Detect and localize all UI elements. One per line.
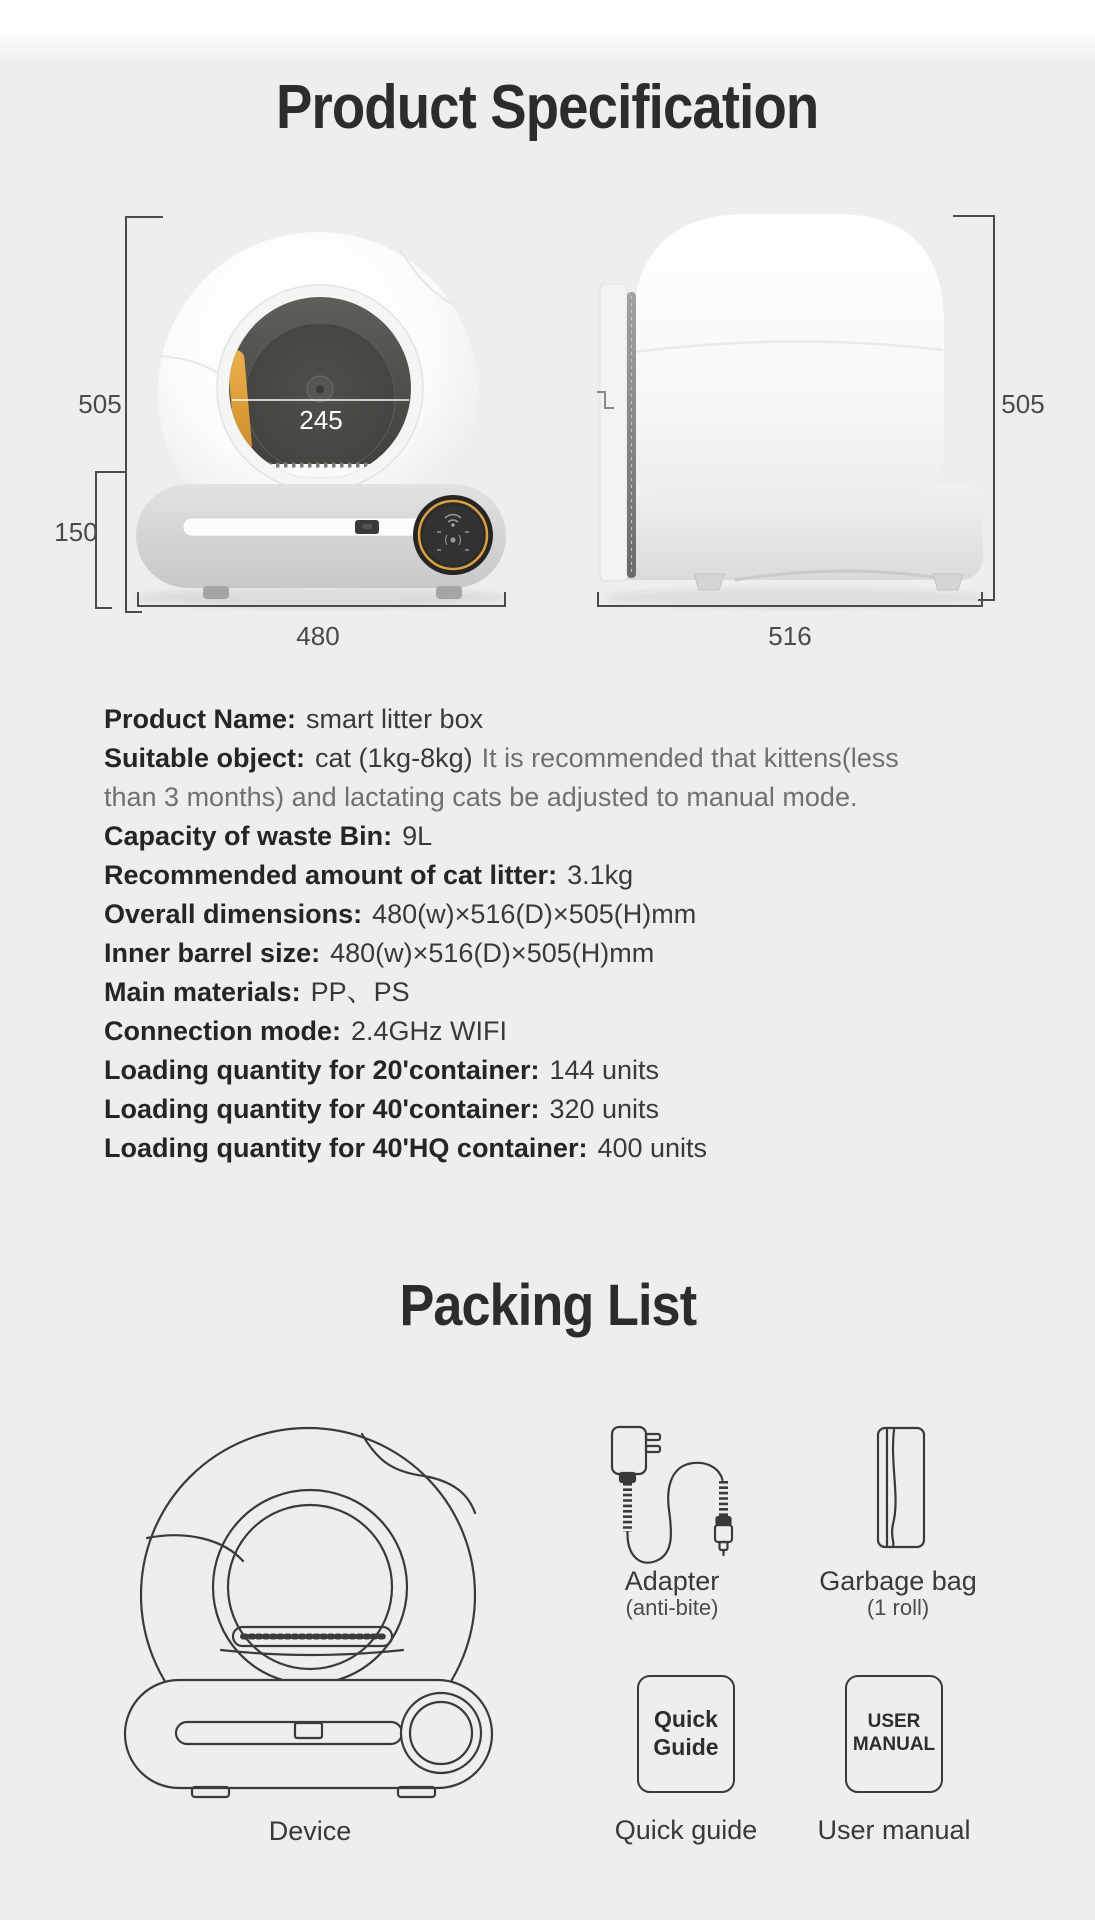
spec-line-connection: Connection mode: 2.4GHz WIFI xyxy=(104,1016,508,1046)
spec-list xyxy=(104,700,1004,1168)
user-manual-label: User manual xyxy=(817,1815,971,1845)
user-manual-booklet: USER MANUAL xyxy=(845,1675,943,1793)
spec-line-loading-20: Loading quantity for 20'container: 144 units xyxy=(104,1055,660,1085)
adapter-sublabel: (anti-bite) xyxy=(625,1595,719,1620)
dimension-label-inner-diameter: 245 xyxy=(299,405,343,435)
spec-line-loading-40hq: Loading quantity for 40'HQ container: 400 units xyxy=(104,1133,708,1163)
garbage-bag-sublabel: (1 roll) xyxy=(866,1595,930,1620)
spec-line-suitable-object: Suitable object: cat (1kg-8kg) It is recommended that kittens(less xyxy=(104,743,899,773)
adapter-label: Adapter xyxy=(624,1566,720,1596)
packing-list-title: Packing List xyxy=(399,1273,696,1338)
page-title: Product Specification xyxy=(276,73,819,142)
spec-line-loading-40: Loading quantity for 40'container: 320 units xyxy=(104,1094,660,1124)
spec-line-materials: Main materials: PP、PS xyxy=(104,977,410,1007)
spec-line-product-name: Product Name: smart litter box xyxy=(104,704,484,734)
dimension-label-side-depth: 516 xyxy=(768,621,812,651)
garbage-bag-line-art xyxy=(878,1428,924,1547)
quick-guide-booklet: Quick Guide xyxy=(637,1675,735,1793)
spec-line-waste-bin: Capacity of waste Bin: 9L xyxy=(104,821,433,851)
device-line-art xyxy=(125,1428,492,1797)
spec-line-litter-amount: Recommended amount of cat litter: 3.1kg xyxy=(104,860,634,890)
dimension-label-front-base-height: 150 xyxy=(54,517,98,547)
side-view-render xyxy=(597,214,985,608)
control-dial xyxy=(413,495,493,575)
spec-line-suitable-object-cont: than 3 months) and lactating cats be adjusted to manual mode. xyxy=(104,782,858,812)
spec-line-inner-barrel: Inner barrel size: 480(w)×516(D)×505(H)mm xyxy=(104,938,655,968)
garbage-bag-label: Garbage bag xyxy=(819,1566,977,1596)
dimension-label-side-height: 505 xyxy=(1001,389,1045,419)
adapter-line-art xyxy=(612,1427,732,1563)
spec-line-overall-dimensions: Overall dimensions: 480(w)×516(D)×505(H)mm xyxy=(104,899,697,929)
device-label: Device xyxy=(268,1816,352,1846)
dimension-label-front-width: 480 xyxy=(296,621,340,651)
quick-guide-label: Quick guide xyxy=(614,1815,758,1845)
dimension-label-front-height: 505 xyxy=(78,389,122,419)
